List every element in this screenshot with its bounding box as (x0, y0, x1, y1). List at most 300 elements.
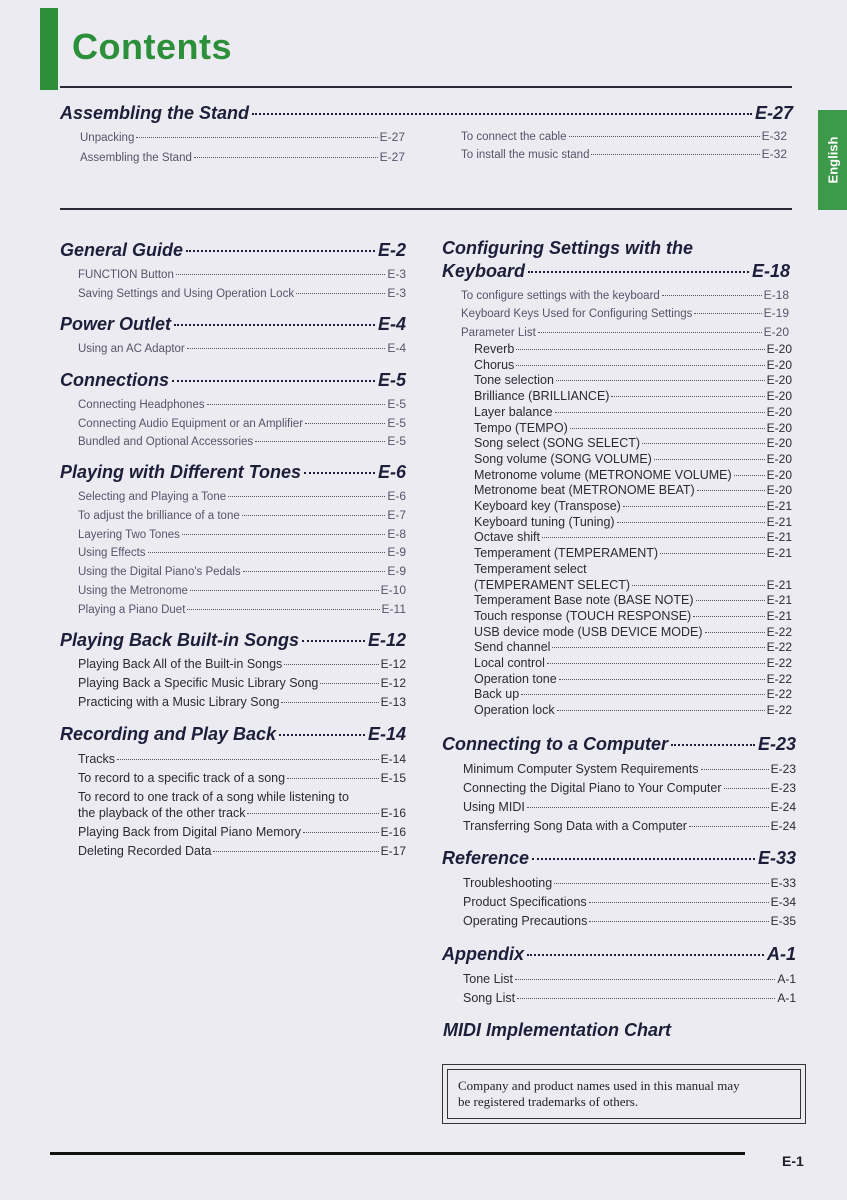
dot-leader (521, 694, 764, 695)
dot-leader (570, 428, 765, 429)
toc-entry-label: Song List (463, 991, 516, 1005)
section-heading-label: Appendix (442, 944, 525, 964)
dot-leader (547, 663, 765, 664)
toc-entry[interactable] (474, 342, 792, 356)
toc-entry[interactable] (474, 515, 792, 529)
toc-entry-page: E-21 (766, 499, 792, 513)
toc-entry-page: E-5 (387, 434, 406, 448)
toc-entry[interactable] (474, 373, 792, 387)
toc-entry[interactable] (474, 389, 792, 403)
dot-leader (207, 404, 386, 405)
dot-leader (724, 788, 769, 789)
toc-entry-label: the playback of the other track (78, 806, 246, 820)
toc-entry-label: To record to a specific track of a song (78, 771, 286, 785)
toc-entry-page: E-20 (766, 357, 792, 372)
trademark-note-inner (447, 1069, 801, 1119)
midi-heading-label: MIDI Implementation Chart (443, 1020, 672, 1040)
toc-entry-label: Transferring Song Data with a Computer (463, 819, 687, 833)
dot-leader (527, 807, 769, 808)
toc-entry-page: E-22 (766, 703, 792, 718)
toc-entry-label: Playing Back a Specific Music Library Song (78, 676, 319, 690)
toc-entry-page: E-22 (766, 624, 792, 639)
toc-entry-label: To configure settings with the keyboard (461, 290, 660, 302)
dot-leader (527, 954, 764, 956)
section-heading-page: E-23 (757, 734, 796, 754)
dot-leader (302, 640, 365, 642)
toc-entry[interactable] (78, 527, 406, 541)
toc-entry-label: Operating Precautions (463, 914, 588, 928)
toc-entry-label: Tempo (TEMPO) (474, 420, 568, 435)
toc-entry[interactable] (78, 545, 406, 559)
toc-entry[interactable] (78, 489, 406, 503)
section-heading[interactable] (60, 724, 406, 745)
toc-entry[interactable] (78, 397, 406, 411)
toc-entry[interactable] (463, 781, 796, 795)
toc-entry-label: Using the Digital Piano's Pedals (78, 566, 241, 578)
dot-leader (213, 851, 378, 852)
toc-entry-page: E-5 (387, 416, 406, 430)
toc-entry-label: To record to one track of a song while listening to (78, 790, 349, 804)
dot-leader (654, 459, 765, 460)
dot-leader (693, 616, 764, 617)
dot-leader (642, 443, 765, 444)
toc-entry[interactable] (78, 434, 406, 448)
toc-entry-label: Playing Back from Digital Piano Memory (78, 825, 301, 839)
toc-entry[interactable] (78, 564, 406, 578)
toc-entry-label: Using the Metronome (78, 585, 188, 597)
dot-leader (194, 157, 378, 158)
toc-entry[interactable] (474, 405, 792, 419)
dot-leader (284, 664, 378, 665)
toc-entry-label: Keyboard Keys Used for Configuring Settings (461, 308, 693, 320)
toc-entry-page: E-27 (379, 130, 405, 144)
title-rule (60, 86, 792, 88)
toc-entry-page: E-9 (387, 545, 406, 559)
dot-leader (660, 553, 765, 554)
toc-entry[interactable] (474, 468, 792, 482)
configuring-heading-line1[interactable] (442, 238, 693, 259)
dot-leader (287, 778, 379, 779)
toc-entry-page: E-22 (766, 656, 792, 670)
dot-leader (589, 902, 769, 903)
toc-entry[interactable] (78, 844, 406, 858)
toc-entry-label: Reverb (474, 342, 515, 356)
toc-entry-label: USB device mode (USB DEVICE MODE) (474, 624, 703, 639)
section-heading[interactable] (60, 462, 406, 483)
dot-leader (538, 332, 762, 333)
toc-entry[interactable] (80, 150, 405, 164)
section-heading[interactable] (442, 944, 796, 965)
toc-entry[interactable] (463, 895, 796, 909)
toc-entry-label: To connect the cable (461, 131, 567, 143)
section-divider (60, 208, 792, 210)
dot-leader (632, 585, 765, 586)
toc-entry-label: Keyboard tuning (Tuning) (474, 514, 615, 529)
toc-entry[interactable] (78, 602, 406, 616)
dot-leader (569, 136, 760, 137)
toc-entry[interactable] (474, 640, 792, 654)
toc-entry[interactable] (461, 147, 787, 161)
toc-entry-page: E-33 (770, 876, 796, 890)
dot-leader (697, 490, 765, 491)
toc-entry-label: Minimum Computer System Requirements (463, 762, 699, 776)
toc-entry-label: Layer balance (474, 404, 553, 419)
toc-entry-page: E-20 (763, 325, 789, 339)
toc-entry-label: Connecting Headphones (78, 399, 205, 411)
section-heading-page: E-6 (377, 462, 406, 482)
toc-entry-label: Tone selection (474, 373, 554, 388)
toc-entry[interactable] (463, 914, 796, 928)
toc-entry-page: E-23 (770, 781, 796, 795)
toc-entry-label: Local control (474, 656, 545, 670)
dot-leader (176, 274, 385, 275)
toc-entry-label: Using MIDI (463, 800, 525, 814)
toc-entry-page: E-19 (763, 306, 789, 320)
section-heading-label: Keyboard (442, 261, 526, 281)
toc-entry[interactable] (463, 800, 796, 814)
toc-entry-label: Song volume (SONG VOLUME) (474, 451, 652, 466)
dot-leader (554, 883, 768, 884)
toc-entry-label: Send channel (474, 640, 551, 655)
toc-entry-page: E-32 (761, 147, 787, 161)
toc-entry-label: To install the music stand (461, 149, 590, 161)
footer-rule (50, 1152, 745, 1155)
toc-entry-page: E-22 (766, 640, 792, 655)
dot-leader (187, 609, 379, 610)
toc-entry-label: FUNCTION Button (78, 269, 174, 281)
toc-entry-page: E-20 (766, 373, 792, 388)
dot-leader (136, 137, 377, 138)
toc-entry-label: Connecting Audio Equipment or an Amplifier (78, 418, 304, 430)
toc-entry-page: E-24 (770, 819, 796, 833)
section-heading[interactable] (60, 314, 406, 335)
dot-leader (701, 769, 769, 770)
toc-entry-label: Tone List (463, 972, 514, 986)
dot-leader (517, 998, 775, 999)
dot-leader (734, 475, 765, 476)
toc-entry-page: E-3 (387, 286, 406, 300)
toc-entry-label: Touch response (TOUCH RESPONSE) (474, 608, 692, 623)
toc-entry-page: E-3 (387, 267, 406, 281)
section-heading[interactable] (60, 103, 793, 124)
dot-leader (617, 522, 765, 523)
toc-entry-page: E-7 (387, 508, 406, 522)
configuring-heading-line1-label: Configuring Settings with the (442, 238, 693, 258)
toc-entry-page: E-20 (766, 483, 792, 498)
toc-entry[interactable] (78, 695, 406, 709)
toc-entry-label: Song select (SONG SELECT) (474, 436, 641, 451)
section-heading-label: Power Outlet (60, 314, 172, 334)
toc-entry[interactable] (463, 991, 796, 1005)
toc-entry[interactable] (463, 972, 796, 986)
toc-entry-page: E-32 (761, 129, 787, 143)
toc-entry-page: E-16 (380, 806, 406, 820)
toc-entry-label: Unpacking (80, 132, 135, 144)
dot-leader (662, 295, 762, 296)
toc-entry-page: A-1 (777, 991, 796, 1005)
toc-entry[interactable] (78, 341, 406, 355)
dot-leader (305, 423, 385, 424)
toc-entry-label: Operation lock (474, 703, 555, 718)
dot-leader (623, 506, 765, 507)
dot-leader (528, 271, 749, 273)
toc-entry[interactable] (78, 825, 406, 839)
dot-leader (182, 534, 385, 535)
toc-entry-page: E-21 (766, 546, 792, 561)
toc-entry-page: E-14 (380, 752, 406, 766)
dot-leader (591, 154, 759, 155)
toc-entry[interactable] (461, 129, 787, 143)
dot-leader (694, 313, 761, 314)
language-tab-label: English (825, 136, 840, 184)
toc-entry[interactable] (474, 436, 792, 450)
dot-leader (556, 380, 765, 381)
dot-leader (296, 293, 385, 294)
section-heading-page: E-4 (377, 314, 406, 334)
toc-entry-page: E-4 (387, 341, 406, 355)
dot-leader (174, 324, 375, 326)
toc-entry[interactable] (474, 687, 792, 701)
section-heading-label: Connecting to a Computer (442, 734, 668, 754)
dot-leader (320, 683, 378, 684)
dot-leader (281, 702, 378, 703)
toc-entry[interactable] (78, 771, 406, 785)
toc-entry-page: E-12 (380, 657, 406, 671)
toc-entry-page: E-23 (770, 762, 796, 776)
dot-leader (303, 832, 379, 833)
toc-entry[interactable] (474, 593, 792, 607)
toc-entry-label: Assembling the Stand (80, 152, 192, 164)
dot-leader (148, 552, 386, 553)
toc-entry[interactable] (78, 657, 406, 671)
toc-entry[interactable] (461, 288, 789, 302)
toc-entry[interactable] (80, 130, 405, 144)
toc-entry[interactable] (463, 762, 796, 776)
toc-entry-label: Back up (474, 687, 520, 702)
dot-leader (186, 250, 375, 252)
section-heading-label: Assembling the Stand (60, 103, 250, 123)
section-heading[interactable] (442, 261, 790, 282)
toc-entry[interactable] (474, 656, 792, 670)
dot-leader (689, 826, 769, 827)
dot-leader (247, 813, 378, 814)
toc-entry-label: Using Effects (78, 547, 146, 559)
toc-entry[interactable] (474, 499, 792, 513)
toc-entry-page: E-18 (763, 288, 789, 302)
toc-entry-page: E-16 (380, 825, 406, 839)
toc-entry-page: E-11 (381, 602, 406, 616)
toc-entry[interactable] (474, 546, 792, 560)
toc-entry-page: E-21 (766, 608, 792, 623)
section-heading-label: Playing with Different Tones (60, 462, 302, 482)
toc-entry-page: E-20 (766, 342, 792, 356)
page-number: E-1 (782, 1153, 804, 1169)
toc-entry-label: Temperament Base note (BASE NOTE) (474, 593, 694, 608)
toc-entry-page: E-21 (766, 593, 792, 608)
toc-entry-label: Saving Settings and Using Operation Lock (78, 288, 295, 300)
toc-entry-label: (TEMPERAMENT SELECT) (474, 577, 631, 592)
toc-entry[interactable] (461, 306, 789, 320)
toc-entry[interactable] (461, 325, 789, 339)
dot-leader (705, 632, 765, 633)
section-heading[interactable] (442, 848, 796, 869)
toc-entry[interactable] (78, 267, 406, 281)
toc-entry[interactable] (78, 583, 406, 597)
dot-leader (555, 412, 765, 413)
toc-entry-page: E-22 (766, 687, 792, 702)
dot-leader (117, 759, 379, 760)
section-heading[interactable] (60, 630, 406, 651)
toc-entry-label: Playing Back All of the Built-in Songs (78, 657, 283, 671)
toc-entry-label: Layering Two Tones (78, 529, 180, 541)
toc-entry-label: Chorus (474, 357, 515, 372)
toc-entry-label: Playing a Piano Duet (78, 604, 186, 616)
toc-entry-label: Connecting the Digital Piano to Your Computer (463, 781, 722, 795)
toc-entry-page: E-20 (766, 467, 792, 482)
toc-entry[interactable] (78, 790, 406, 804)
toc-entry[interactable] (78, 416, 406, 430)
dot-leader (242, 515, 386, 516)
toc-entry[interactable] (78, 286, 406, 300)
toc-entry[interactable] (78, 508, 406, 522)
toc-entry-page: E-8 (387, 527, 406, 541)
toc-entry[interactable] (78, 806, 406, 820)
toc-entry[interactable] (474, 672, 792, 686)
dot-leader (252, 113, 752, 115)
dot-leader (190, 590, 379, 591)
toc-entry-page: E-20 (766, 420, 792, 435)
toc-entry-page: A-1 (777, 972, 796, 986)
toc-entry-label: Metronome volume (METRONOME VOLUME) (474, 467, 732, 482)
toc-entry-page: E-35 (770, 914, 796, 928)
dot-leader (552, 647, 764, 648)
toc-entry-label: Temperament select (474, 561, 587, 576)
toc-entry-label: Parameter List (461, 327, 536, 339)
dot-leader (172, 380, 375, 382)
dot-leader (696, 600, 765, 601)
toc-entry-label: Product Specifications (463, 895, 587, 909)
section-heading-page: E-5 (377, 370, 406, 390)
toc-entry[interactable] (463, 819, 796, 833)
toc-entry[interactable] (474, 452, 792, 466)
toc-entry-page: E-21 (766, 530, 792, 545)
toc-entry[interactable] (78, 676, 406, 690)
dot-leader (187, 348, 386, 349)
section-heading-page: E-33 (757, 848, 796, 868)
toc-entry-label: Keyboard key (Transpose) (474, 499, 621, 513)
section-heading[interactable] (442, 734, 796, 755)
toc-entry[interactable] (474, 562, 792, 576)
toc-entry[interactable] (463, 876, 796, 890)
dot-leader (589, 921, 768, 922)
toc-entry-page: E-12 (380, 676, 406, 690)
note-line-1: Company and product names used in this manual may (458, 1078, 740, 1093)
dot-leader (671, 744, 755, 746)
language-tab (818, 110, 847, 210)
toc-entry-label: Troubleshooting (463, 876, 553, 890)
toc-entry[interactable] (474, 609, 792, 623)
toc-entry-label: Operation tone (474, 671, 557, 686)
section-heading-page: E-14 (367, 724, 406, 744)
toc-entry-label: Brilliance (BRILLIANCE) (474, 389, 610, 404)
toc-entry-label: Using an AC Adaptor (78, 343, 185, 355)
toc-entry[interactable] (474, 578, 792, 592)
toc-entry-label: Metronome beat (METRONOME BEAT) (474, 483, 695, 498)
toc-entry-page: E-20 (766, 389, 792, 404)
toc-entry-page: E-13 (380, 695, 406, 709)
section-heading-label: General Guide (60, 240, 184, 260)
toc-entry-page: E-21 (766, 577, 792, 592)
toc-entry-page: E-15 (380, 771, 406, 785)
toc-entry-label: Temperament (TEMPERAMENT) (474, 546, 659, 561)
toc-entry[interactable] (474, 483, 792, 497)
toc-entry-label: Tracks (78, 752, 116, 766)
toc-entry-page: E-17 (380, 844, 406, 858)
section-heading-page: E-2 (377, 240, 406, 260)
dot-leader (532, 858, 755, 860)
dot-leader (516, 365, 764, 366)
toc-entry-page: E-5 (387, 397, 406, 411)
toc-entry[interactable] (474, 625, 792, 639)
section-heading-page: E-27 (754, 103, 793, 123)
toc-entry-page: E-34 (770, 895, 796, 909)
dot-leader (516, 349, 764, 350)
section-heading-label: Playing Back Built-in Songs (60, 630, 300, 650)
toc-entry-page: E-20 (766, 436, 792, 451)
section-heading-page: E-12 (367, 630, 406, 650)
title-accent-bar (40, 8, 58, 90)
toc-entry[interactable] (474, 421, 792, 435)
section-heading[interactable] (60, 240, 406, 261)
toc-entry-page: E-21 (766, 514, 792, 529)
toc-entry-page: E-20 (766, 404, 792, 419)
toc-entry-label: Deleting Recorded Data (78, 844, 212, 858)
dot-leader (557, 710, 765, 711)
dot-leader (515, 979, 775, 980)
note-line-2: be registered trademarks of others. (458, 1094, 639, 1109)
dot-leader (228, 496, 385, 497)
dot-leader (611, 396, 764, 397)
dot-leader (243, 571, 386, 572)
toc-entry-label: To adjust the brilliance of a tone (78, 510, 240, 522)
toc-entry[interactable] (474, 703, 792, 717)
toc-entry[interactable] (474, 358, 792, 372)
midi-heading[interactable] (443, 1020, 671, 1041)
section-heading[interactable] (60, 370, 406, 391)
dot-leader (542, 537, 765, 538)
section-heading-label: Reference (442, 848, 530, 868)
section-heading-page: A-1 (766, 944, 796, 964)
toc-entry-label: Practicing with a Music Library Song (78, 695, 280, 709)
toc-entry-page: E-22 (766, 671, 792, 686)
toc-entry-page: E-20 (766, 451, 792, 466)
toc-entry[interactable] (474, 530, 792, 544)
toc-entry-page: E-24 (770, 800, 796, 814)
section-heading-label: Connections (60, 370, 170, 390)
trademark-note (442, 1064, 806, 1124)
toc-entry-page: E-9 (387, 564, 406, 578)
toc-entry-page: E-10 (380, 583, 406, 597)
section-heading-page: E-18 (751, 261, 790, 281)
dot-leader (279, 734, 365, 736)
toc-entry[interactable] (78, 752, 406, 766)
toc-entry-page: E-6 (387, 489, 406, 503)
page-title: Contents (72, 26, 232, 67)
dot-leader (559, 679, 765, 680)
section-heading-label: Recording and Play Back (60, 724, 277, 744)
toc-entry-label: Bundled and Optional Accessories (78, 436, 254, 448)
dot-leader (304, 472, 375, 474)
